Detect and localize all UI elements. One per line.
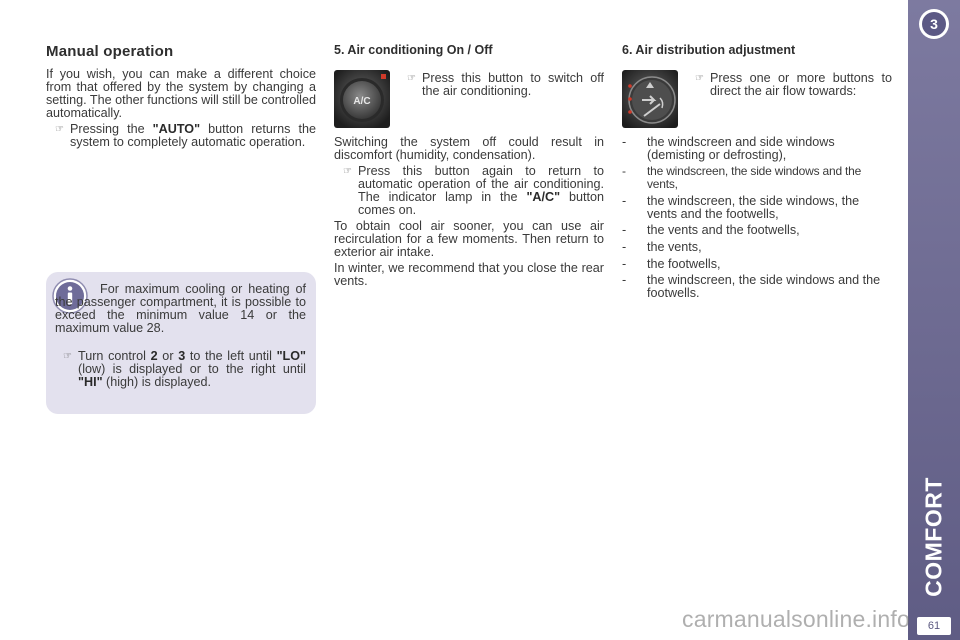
bullet-hand-icon: ☞ <box>63 351 72 362</box>
ac-button-label: A/C <box>353 96 371 107</box>
list-item: - the windscreen and side windows (demisting or defrosting), <box>622 135 835 162</box>
watermark: carmanualsonline.info <box>682 606 910 632</box>
page-number: 61 <box>917 617 951 635</box>
air-distribution-title: 6. Air distribution adjustment <box>622 43 796 57</box>
list-item: - the vents, <box>622 240 702 254</box>
bullet-hand-icon: ☞ <box>343 166 352 177</box>
air-distribution-photo <box>622 70 678 128</box>
ac-section-title: 5. Air conditioning On / Off <box>334 43 493 57</box>
info-text: For maximum cooling or heating of the passenger compartment, it is possible to exceed the minimum value 14 or the maximum value 28. <box>55 282 306 335</box>
bullet-hand-icon: ☞ <box>695 73 704 84</box>
bullet-hand-icon: ☞ <box>55 124 64 135</box>
list-item: - the vents and the footwells, <box>622 223 800 237</box>
chapter-badge <box>918 8 950 40</box>
ac-button-photo <box>334 70 390 128</box>
ac-cool-text: To obtain cool air sooner, you can use air recirculation for a few moments. Then return to exterior air intake. <box>334 219 604 259</box>
chapter-title: COMFORT <box>920 477 947 597</box>
ac-winter-text: In winter, we recommend that you close the rear vents. <box>334 261 604 288</box>
manual-operation-intro: If you wish, you can make a different choice from that offered by the system by changing a setting. The other functions will still be controlled automatically. <box>46 67 316 120</box>
ac-press-on: ☞ Press this button again to return to automatic operation of the air conditioning. The indicator lamp in the "A/C" button comes on. <box>343 164 604 217</box>
chapter-number: 3 <box>930 16 938 32</box>
auto-bullet: ☞ Pressing the "AUTO" button returns the system to completely automatic operation. <box>55 122 316 149</box>
list-item: - the windscreen, the side windows and the vents, <box>622 164 862 191</box>
list-item: - the windscreen, the side windows, the vents and the footwells, <box>622 194 860 221</box>
bullet-hand-icon: ☞ <box>407 73 416 84</box>
chapter-sidebar <box>908 0 960 640</box>
air-press-text: ☞ Press one or more buttons to direct the air flow towards: <box>695 71 892 98</box>
ac-switching-text: Switching the system off could result in discomfort (humidity, condensation). <box>334 135 604 162</box>
info-bullet: ☞ Turn control 2 or 3 to the left until "LO" (low) is displayed or to the right until "HI" (high) is displayed. <box>63 349 306 389</box>
manual-operation-title: Manual operation <box>46 43 174 60</box>
list-item: - the footwells, <box>622 257 721 271</box>
list-item: - the windscreen, the side windows and the footwells. <box>622 273 881 300</box>
ac-press-off: ☞ Press this button to switch off the air conditioning. <box>407 71 604 98</box>
